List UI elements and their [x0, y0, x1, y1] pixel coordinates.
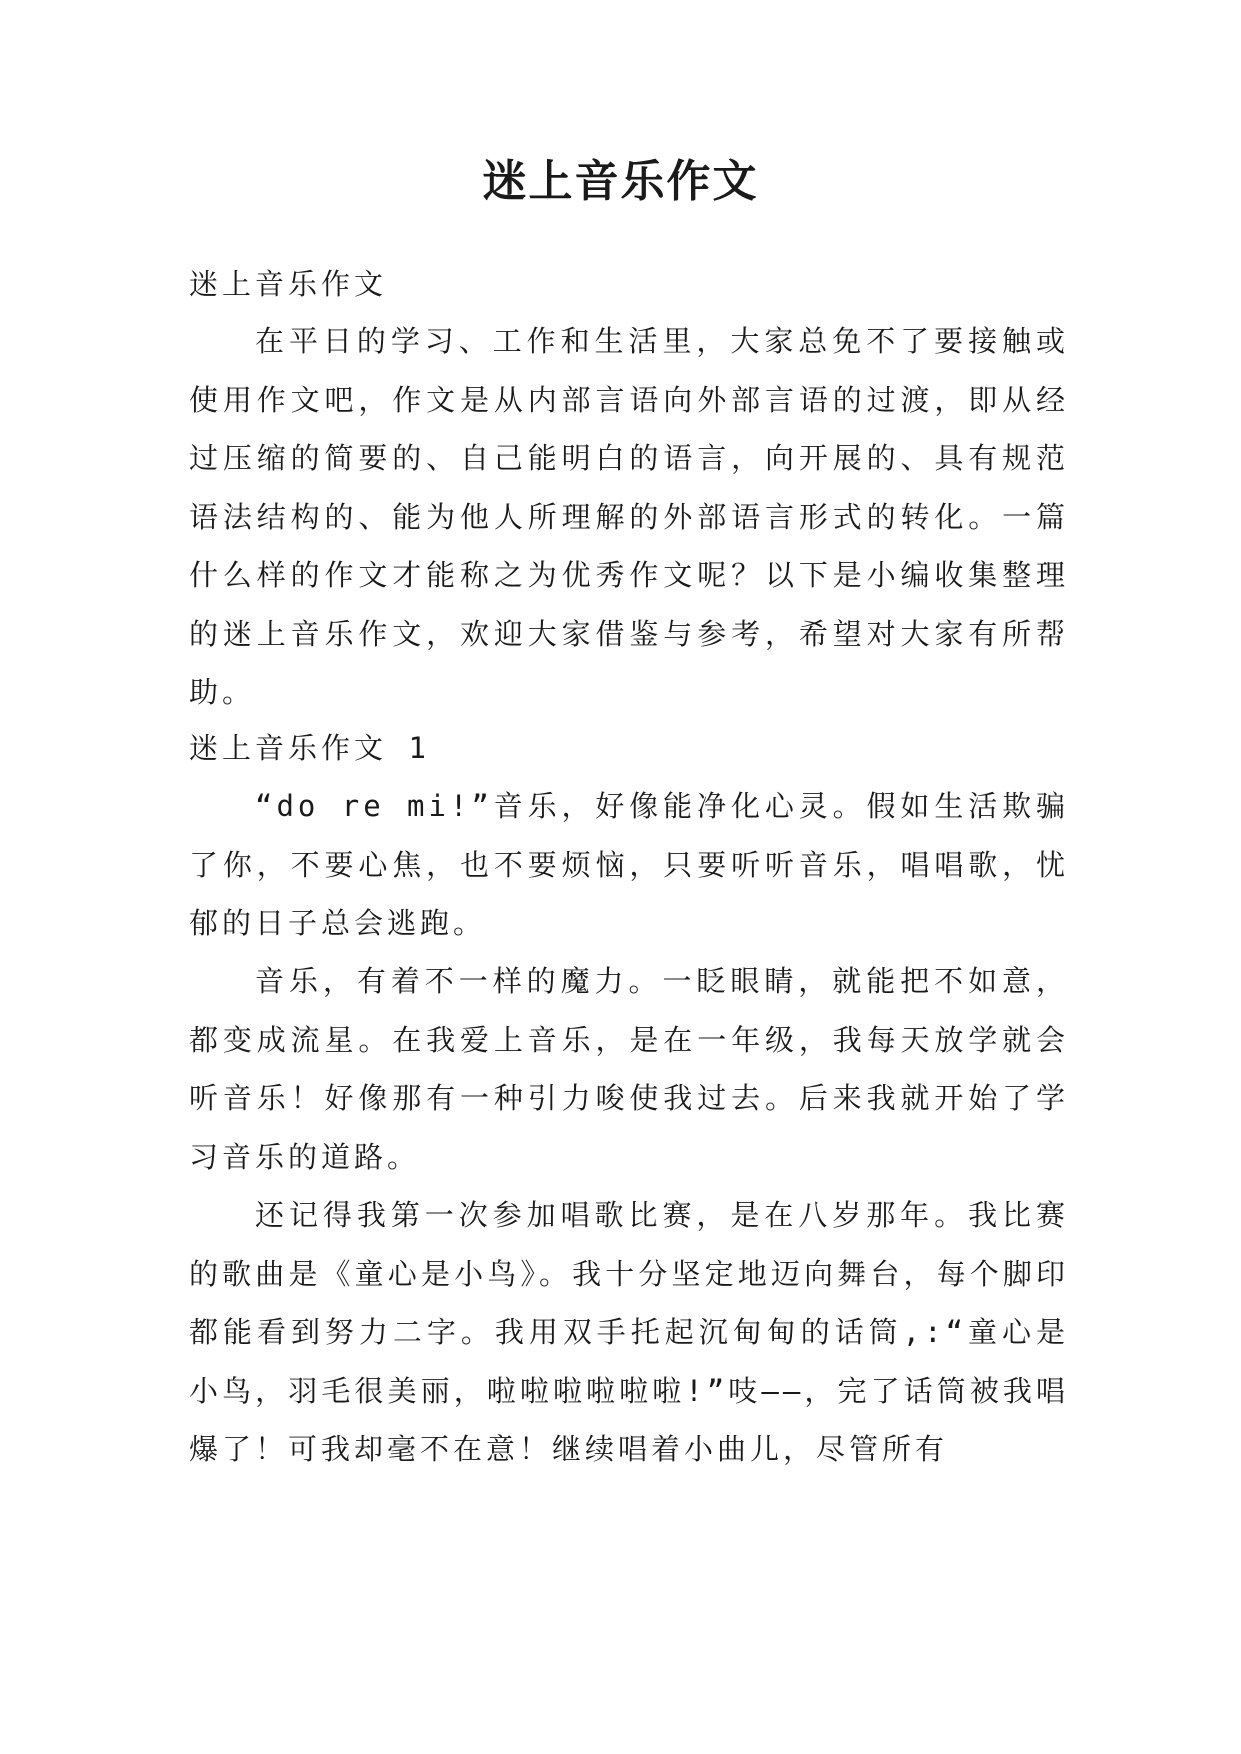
- intro-paragraph: 在平日的学习、工作和生活里，大家总免不了要接触或使用作文吧，作文是从内部言语向外部言语的过渡，即从经过压缩的简要的、自己能明白的语言，向开展的、具有规范语法结构的、能为他人所理解的外部语言形式的转化。一篇什么样的作文才能称之为优秀作文呢？以下是小编收集整理的迷上音乐作文，欢迎大家借鉴与参考，希望对大家有所帮助。: [189, 324, 1069, 709]
- section-paragraph: 音乐，有着不一样的魔力。一眨眼睛，就能把不如意，都变成流星。在我爱上音乐，是在一年级，我每天放学就会听音乐！好像那有一种引力唆使我过去。后来我就开始了学习音乐的道路。: [189, 964, 1069, 1174]
- document-body: [189, 255, 1069, 1695]
- document-title: 迷上音乐作文: [482, 156, 759, 207]
- section-heading: 迷上音乐作文 1: [189, 731, 430, 765]
- section-paragraph: “do re mi!”音乐，好像能净化心灵。假如生活欺骗了你，不要心焦，也不要烦恼，只要听听音乐，唱唱歌，忧郁的日子总会逃跑。: [189, 789, 1069, 940]
- intro-heading: 迷上音乐作文: [189, 267, 388, 301]
- section-paragraph: 还记得我第一次参加唱歌比赛，是在八岁那年。我比赛的歌曲是《童心是小鸟》。我十分坚定地迈向舞台，每个脚印都能看到努力二字。我用双手托起沉甸甸的话筒,:“童心是小鸟，羽毛很美丽，啦啦啦啦啦啦!”吱——，完了话筒被我唱爆了！可我却毫不在意！继续唱着小曲儿，尽管所有: [189, 1198, 1069, 1466]
